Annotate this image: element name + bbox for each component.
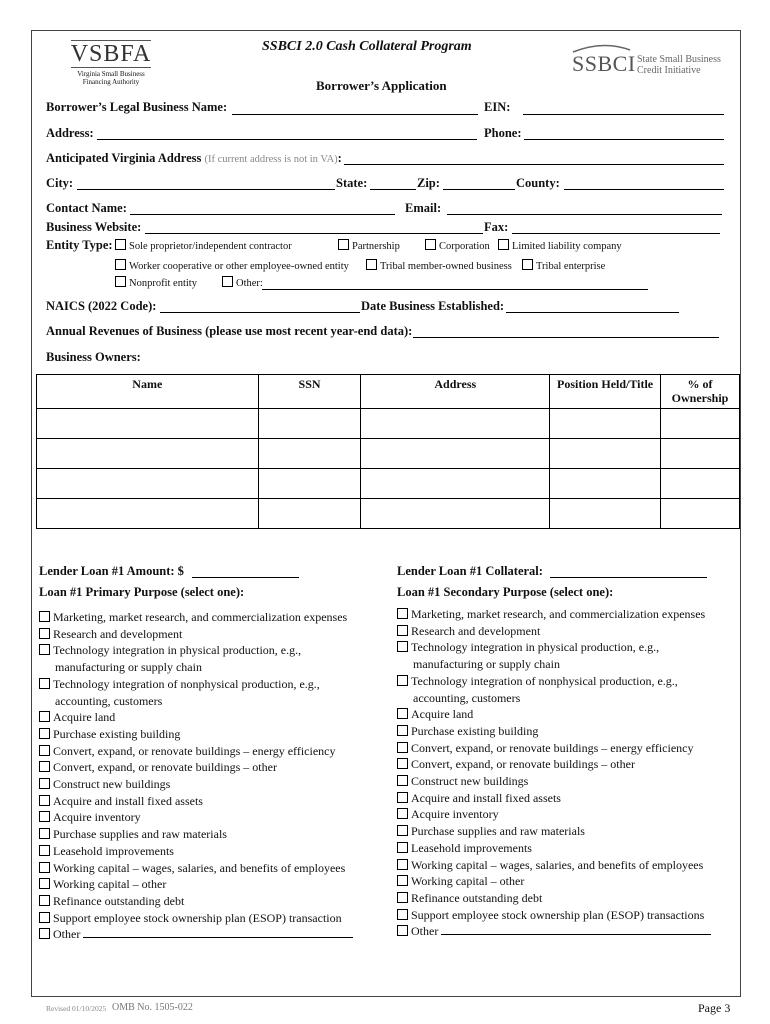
entity-option-nonprofit[interactable] [115, 276, 197, 289]
page-number: Page 3 [698, 1001, 731, 1015]
list-item[interactable] [397, 790, 711, 807]
list-item[interactable] [397, 773, 711, 790]
anticipated-address-colon: : [337, 151, 342, 165]
list-item[interactable] [39, 843, 353, 860]
anticipated-address-note: (If current address is not in VA) [204, 154, 338, 165]
table-cell[interactable] [661, 499, 740, 529]
list-item[interactable] [39, 809, 353, 826]
purpose-label: Research and development [53, 626, 183, 641]
city-label: City: [46, 176, 74, 190]
website-label: Business Website: [46, 220, 142, 234]
list-item[interactable] [397, 639, 711, 656]
naics-label: NAICS (2022 Code): [46, 299, 157, 313]
ssbci-logo-line2: Credit Initiative [637, 65, 701, 76]
checkbox-icon[interactable] [39, 878, 50, 889]
entity-option-sole-prop[interactable] [115, 239, 292, 252]
table-cell[interactable] [258, 409, 361, 439]
purpose-label: Refinance outstanding debt [411, 890, 543, 905]
checkbox-icon[interactable] [397, 758, 408, 769]
table-cell[interactable] [37, 469, 259, 499]
checkbox-icon[interactable] [397, 892, 408, 903]
list-item[interactable] [397, 723, 711, 740]
purpose-label-continued: accounting, customers [413, 690, 521, 705]
owners-col-name: Name [37, 375, 259, 409]
purpose-label: Convert, expand, or renovate buildings – other [411, 757, 635, 772]
phone-label: Phone: [484, 126, 522, 140]
fax-label: Fax: [484, 220, 509, 234]
checkbox-icon[interactable] [39, 912, 50, 923]
loan-collateral-field[interactable] [550, 577, 707, 578]
table-cell[interactable] [258, 469, 361, 499]
table-cell[interactable] [661, 469, 740, 499]
zip-label: Zip: [417, 176, 440, 190]
checkbox-icon[interactable] [39, 761, 50, 772]
owners-table-header [37, 375, 740, 409]
entity-option-label: Tribal member-owned business [380, 261, 512, 272]
list-item[interactable] [39, 926, 353, 943]
website-field[interactable] [145, 233, 483, 234]
purpose-label-continued: manufacturing or supply chain [55, 660, 202, 675]
ein-label: EIN: [484, 100, 511, 114]
purpose-label: Marketing, market research, and commercialization expenses [411, 607, 706, 621]
purpose-label: Support employee stock ownership plan (ESOP) transaction [53, 910, 342, 925]
checkbox-icon[interactable] [39, 611, 50, 622]
fax-field[interactable] [512, 233, 720, 234]
purpose-label: Purchase existing building [53, 726, 181, 741]
entity-option-label: Sole proprietor/independent contractor [129, 241, 292, 252]
table-cell[interactable] [361, 499, 550, 529]
purpose-label: Purchase supplies and raw materials [53, 827, 227, 842]
list-item[interactable] [39, 676, 353, 693]
table-cell[interactable] [37, 409, 259, 439]
list-item[interactable] [397, 907, 711, 924]
vsbfa-logo-line1: Virginia Small Business [77, 70, 145, 78]
list-item[interactable] [397, 756, 711, 773]
checkbox-icon[interactable] [39, 678, 50, 689]
list-item[interactable] [39, 609, 353, 626]
checkbox-icon[interactable] [397, 742, 408, 753]
checkbox-icon[interactable] [397, 825, 408, 836]
purpose-label: Support employee stock ownership plan (ESOP) transactions [411, 907, 705, 922]
purpose-label: Technology integration in physical production, e.g., [411, 640, 660, 655]
list-item[interactable] [39, 793, 353, 810]
owners-col-address: Address [361, 375, 550, 409]
legal-name-field[interactable] [232, 114, 478, 115]
form-title: SSBCI 2.0 Cash Collateral Program [262, 39, 472, 54]
table-cell[interactable] [661, 409, 740, 439]
entity-option-label: Worker cooperative or other employee-owned entity [129, 261, 349, 272]
entity-option-corporation[interactable] [425, 239, 490, 252]
checkbox-icon[interactable] [397, 775, 408, 786]
table-row [37, 439, 740, 469]
table-cell[interactable] [550, 439, 661, 469]
list-item[interactable] [39, 626, 353, 643]
legal-name-label: Borrower’s Legal Business Name: [46, 100, 228, 114]
checkbox-icon[interactable] [39, 862, 50, 873]
checkbox-icon[interactable] [397, 675, 408, 686]
entity-option-worker-coop[interactable] [115, 259, 349, 272]
checkbox-icon[interactable] [39, 644, 50, 655]
checkbox-icon[interactable] [397, 875, 408, 886]
table-cell[interactable] [361, 469, 550, 499]
checkbox-icon[interactable] [397, 792, 408, 803]
secondary-purpose-label: Loan #1 Secondary Purpose (select one): [397, 585, 614, 599]
owners-col-position: Position Held/Title [550, 375, 661, 409]
list-item[interactable] [39, 876, 353, 893]
list-item[interactable] [39, 709, 353, 726]
purpose-label: Other [411, 924, 439, 939]
purpose-label: Construct new buildings [53, 777, 171, 792]
ssbci-logo-line1: State Small Business [637, 54, 721, 65]
table-cell[interactable] [37, 439, 259, 469]
list-item[interactable] [39, 910, 353, 927]
purpose-label: Technology integration of nonphysical production, e.g., [53, 676, 320, 691]
purpose-label-continued: manufacturing or supply chain [413, 657, 560, 672]
vsbfa-logo-line2: Financing Authority [82, 78, 140, 86]
entity-option-llc[interactable] [498, 239, 622, 252]
entity-option-label: Limited liability company [512, 241, 622, 252]
entity-option-label: Nonprofit entity [129, 278, 197, 289]
checkbox-icon[interactable] [39, 778, 50, 789]
checkbox-icon[interactable] [115, 259, 126, 270]
purpose-label: Leasehold improvements [53, 843, 174, 858]
purpose-label: Convert, expand, or renovate buildings – other [53, 760, 277, 775]
omb-number: OMB No. 1505-022 [112, 1002, 193, 1013]
table-row [37, 499, 740, 529]
list-item[interactable] [39, 860, 353, 877]
business-owners-label: Business Owners: [46, 350, 141, 364]
purpose-label: Working capital – other [411, 874, 525, 889]
checkbox-icon[interactable] [115, 276, 126, 287]
owners-col-ssn: SSN [258, 375, 361, 409]
list-item[interactable] [397, 823, 711, 840]
secondary-purpose-list [397, 606, 711, 940]
list-item[interactable] [397, 923, 711, 940]
purpose-label: Other [53, 927, 81, 942]
vsbfa-logo-text: VSBFA [70, 41, 152, 67]
owners-col-ownership: % of Ownership [661, 375, 740, 409]
table-cell[interactable] [361, 439, 550, 469]
checkbox-icon[interactable] [39, 828, 50, 839]
date-established-label: Date Business Established: [361, 299, 505, 313]
table-cell[interactable] [37, 499, 259, 529]
table-row [37, 469, 740, 499]
email-label: Email: [405, 201, 442, 215]
purpose-label: Acquire and install fixed assets [53, 793, 203, 808]
date-established-field[interactable] [506, 312, 679, 313]
list-item[interactable] [397, 740, 711, 757]
checkbox-icon[interactable] [397, 725, 408, 736]
checkbox-icon[interactable] [39, 928, 50, 939]
purpose-label-continued: accounting, customers [55, 693, 163, 708]
purpose-label: Convert, expand, or renovate buildings – energy efficiency [411, 740, 694, 755]
annual-revenues-field[interactable] [413, 337, 719, 338]
purpose-label: Technology integration in physical production, e.g., [53, 643, 302, 658]
list-item[interactable] [39, 743, 353, 760]
purpose-label: Construct new buildings [411, 774, 529, 789]
address-field[interactable] [97, 139, 477, 140]
list-item[interactable] [397, 706, 711, 723]
entity-option-label: Other: [236, 278, 263, 289]
table-cell[interactable] [361, 409, 550, 439]
ssbci-logo-text: SSBCI [572, 51, 636, 76]
county-label: County: [516, 176, 560, 190]
list-item[interactable] [39, 642, 353, 659]
checkbox-icon[interactable] [397, 842, 408, 853]
purpose-label: Leasehold improvements [411, 840, 532, 855]
purpose-label: Acquire land [53, 710, 116, 725]
purpose-label: Working capital – other [53, 877, 167, 892]
checkbox-icon[interactable] [39, 795, 50, 806]
entity-type-label: Entity Type: [46, 238, 113, 252]
anticipated-address-text: Anticipated Virginia Address [46, 151, 202, 165]
vsbfa-logo [66, 40, 156, 86]
list-item[interactable] [39, 776, 353, 793]
checkbox-icon[interactable] [39, 811, 50, 822]
contact-label: Contact Name: [46, 201, 127, 215]
table-cell[interactable] [550, 469, 661, 499]
loan-amount-field[interactable] [192, 577, 299, 578]
entity-option-label: Tribal enterprise [536, 261, 606, 272]
checkbox-icon[interactable] [397, 708, 408, 719]
list-item[interactable] [39, 726, 353, 743]
contact-field[interactable] [130, 214, 395, 215]
owners-table [36, 374, 740, 529]
other-field[interactable] [83, 927, 353, 938]
checkbox-icon[interactable] [397, 925, 408, 936]
checkbox-icon[interactable] [39, 711, 50, 722]
purpose-label: Acquire inventory [411, 807, 499, 822]
county-field[interactable] [564, 189, 724, 190]
list-item[interactable] [397, 806, 711, 823]
table-cell[interactable] [550, 499, 661, 529]
entity-other-field[interactable] [262, 289, 648, 290]
primary-purpose-list [39, 609, 353, 943]
entity-option-tribal-enterprise[interactable] [522, 259, 605, 272]
email-field[interactable] [447, 214, 722, 215]
ein-field[interactable] [523, 114, 724, 115]
form-subtitle: Borrower’s Application [316, 78, 447, 93]
purpose-label: Refinance outstanding debt [53, 893, 185, 908]
city-field[interactable] [77, 189, 335, 190]
checkbox-icon[interactable] [115, 239, 126, 250]
checkbox-icon[interactable] [39, 728, 50, 739]
checkbox-icon[interactable] [397, 859, 408, 870]
entity-option-label: Corporation [439, 241, 490, 252]
list-item[interactable] [397, 673, 711, 690]
checkbox-icon[interactable] [397, 909, 408, 920]
checkbox-icon[interactable] [366, 259, 377, 270]
purpose-label: Acquire and install fixed assets [411, 790, 561, 805]
list-item[interactable] [397, 623, 711, 640]
checkbox-icon[interactable] [222, 276, 233, 287]
primary-purpose-label: Loan #1 Primary Purpose (select one): [39, 585, 245, 599]
checkbox-icon[interactable] [338, 239, 349, 250]
loan-amount-label: Lender Loan #1 Amount: $ [39, 564, 184, 578]
list-item[interactable] [39, 893, 353, 910]
list-item[interactable] [39, 759, 353, 776]
checkbox-icon[interactable] [397, 625, 408, 636]
entity-option-label: Partnership [352, 241, 400, 252]
checkbox-icon[interactable] [397, 808, 408, 819]
purpose-label: Purchase existing building [411, 723, 539, 738]
list-item[interactable] [39, 826, 353, 843]
table-cell[interactable] [550, 409, 661, 439]
state-field[interactable] [370, 189, 416, 190]
checkbox-icon[interactable] [39, 628, 50, 639]
purpose-label: Purchase supplies and raw materials [411, 824, 585, 839]
purpose-label: Marketing, market research, and commercialization expenses [53, 610, 348, 624]
purpose-label: Convert, expand, or renovate buildings – energy efficiency [53, 743, 336, 758]
entity-option-other[interactable] [222, 276, 263, 289]
list-item[interactable] [397, 840, 711, 857]
table-cell[interactable] [258, 439, 361, 469]
purpose-label: Acquire inventory [53, 810, 141, 825]
list-item[interactable] [397, 890, 711, 907]
anticipated-address-label [46, 151, 342, 166]
checkbox-icon[interactable] [425, 239, 436, 250]
purpose-label: Working capital – wages, salaries, and benefits of employees [53, 860, 346, 875]
phone-field[interactable] [524, 139, 724, 140]
ssbci-logo [568, 40, 728, 80]
checkbox-icon[interactable] [397, 608, 408, 619]
annual-revenues-label: Annual Revenues of Business (please use most recent year-end data): [46, 324, 413, 338]
list-item[interactable] [397, 857, 711, 874]
other-field[interactable] [441, 924, 711, 935]
purpose-label: Acquire land [411, 707, 474, 722]
table-cell[interactable] [258, 499, 361, 529]
list-item[interactable] [397, 873, 711, 890]
state-label: State: [336, 176, 368, 190]
naics-field[interactable] [160, 312, 360, 313]
purpose-label: Working capital – wages, salaries, and benefits of employees [411, 857, 704, 872]
entity-option-partnership[interactable] [338, 239, 400, 252]
checkbox-icon[interactable] [39, 895, 50, 906]
purpose-label: Technology integration of nonphysical production, e.g., [411, 673, 678, 688]
checkbox-icon[interactable] [397, 641, 408, 652]
purpose-label: Research and development [411, 623, 541, 638]
checkbox-icon[interactable] [522, 259, 533, 270]
anticipated-address-field[interactable] [344, 164, 724, 165]
loan-collateral-label: Lender Loan #1 Collateral: [397, 564, 543, 578]
address-label: Address: [46, 126, 94, 140]
table-cell[interactable] [661, 439, 740, 469]
table-row [37, 409, 740, 439]
list-item[interactable] [397, 606, 711, 623]
checkbox-icon[interactable] [498, 239, 509, 250]
entity-option-tribal-member[interactable] [366, 259, 512, 272]
zip-field[interactable] [443, 189, 515, 190]
checkbox-icon[interactable] [39, 845, 50, 856]
revised-date: Revised 01/10/2025 [46, 1004, 107, 1013]
checkbox-icon[interactable] [39, 745, 50, 756]
